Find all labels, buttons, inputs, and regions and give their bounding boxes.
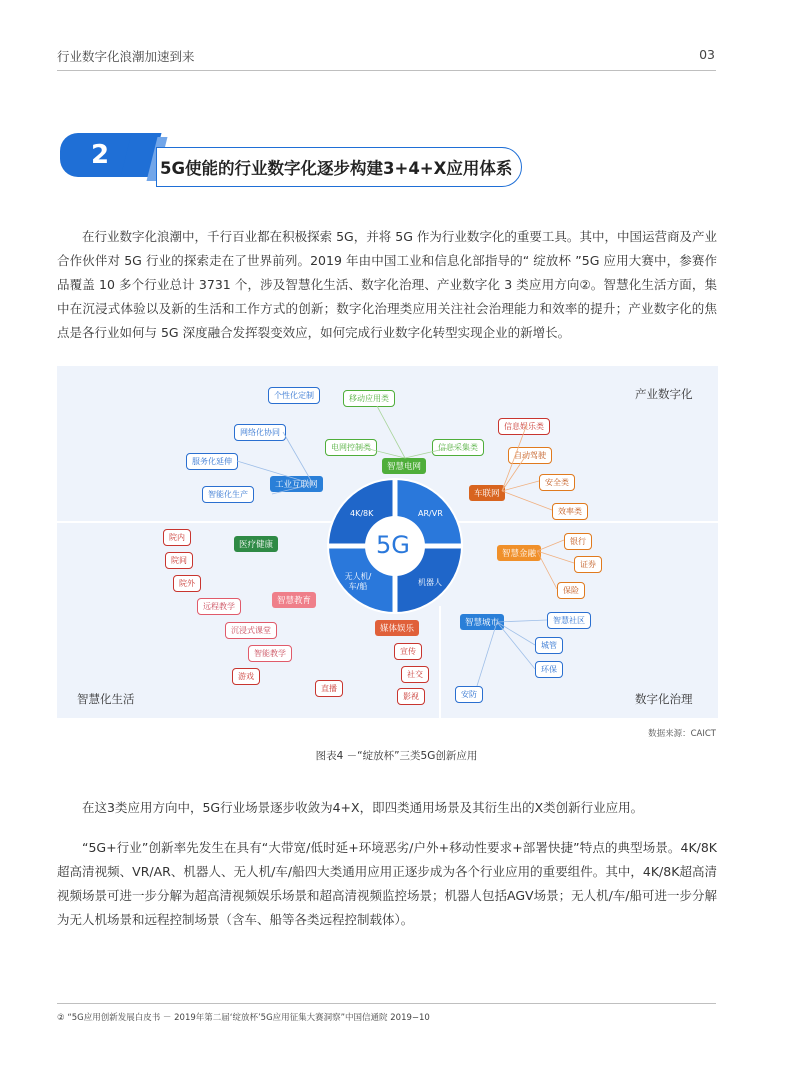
node-info-collect: 信息采集类 (432, 439, 484, 456)
category-iov: 车联网 (469, 485, 505, 501)
node-live: 直播 (315, 680, 343, 697)
node-safety: 安全类 (539, 474, 575, 491)
node-insurance: 保险 (557, 582, 585, 599)
node-personalize: 个性化定制 (268, 387, 320, 404)
node-mobile-app: 移动应用类 (343, 390, 395, 407)
running-title: 行业数字化浪潮加速到来 (57, 49, 195, 64)
category-healthcare: 医疗健康 (234, 536, 278, 552)
node-remote-teaching: 远程教学 (197, 598, 241, 615)
category-industrial-internet: 工业互联网 (270, 476, 323, 492)
category-media: 媒体娱乐 (375, 620, 419, 636)
node-immersive-class: 沉浸式课堂 (225, 622, 277, 639)
paragraph-2-text: 在这3类应用方向中，5G行业场景逐步收敛为4+X，即四类通用场景及其衍生出的X类创新行业应用。 (82, 800, 644, 815)
node-smart-production: 智能化生产 (202, 486, 254, 503)
section-banner (60, 133, 522, 189)
quadrant-life-label: 智慧化生活 (77, 692, 135, 706)
figure-caption: 图表4 －“绽放杯”三类5G创新应用 (315, 750, 478, 762)
node-grid-control: 电网控制类 (325, 439, 377, 456)
paragraph-1-text: 在行业数字化浪潮中，千行百业都在积极探索 5G，并将 5G 作为行业数字化的重要工具。其中，中国运营商及产业合作伙伴对 5G 行业的探索走在了世界前列。2019 年由中国工业和信息化部指导的“ 绽放杯 ”5G 应用大赛中，参赛作品覆盖 10 多个行业总计 3731 个，涉及智慧化生活、数字化治理、产业数字化 3 类应用方向②。智慧化生活方面，集中在沉浸式体验以及新的生活和工作方式的创新；数字化治理类应用关注社会治理能力和效率的提升；产业数字化的焦点是各行业如何与 5G 深度融合发挥裂变效应，如何完成行业数字化转型实现企业的新增长。 (57, 229, 717, 340)
figure-5g-applications (57, 366, 718, 718)
node-info-entertain: 信息娱乐类 (498, 418, 550, 435)
node-smart-teaching: 智能教学 (248, 645, 292, 662)
section-title: 5G使能的行业数字化逐步构建3+4+X应用体系 (160, 159, 513, 178)
section-number: 2 (60, 133, 140, 177)
paragraph-1 (57, 225, 717, 345)
category-finance: 智慧金融 (497, 545, 541, 561)
node-hospital-between: 院间 (165, 552, 193, 569)
node-environment: 环保 (535, 661, 563, 678)
node-security: 安防 (455, 686, 483, 703)
node-bank: 银行 (564, 533, 592, 550)
quadrant-governance-label: 数字化治理 (635, 692, 693, 706)
segment-drone: 无人机/车/船 (344, 572, 372, 591)
center-label: 5G (376, 531, 410, 559)
segment-4k8k: 4K/8K (350, 509, 374, 518)
node-social: 社交 (401, 666, 429, 683)
category-education: 智慧教育 (272, 592, 316, 608)
category-smart-city: 智慧城市 (460, 614, 504, 630)
node-securities: 证券 (574, 556, 602, 573)
segment-arvr: AR/VR (418, 509, 443, 518)
node-network-collab: 网络化协同 (234, 424, 286, 441)
node-hospital-out: 院外 (173, 575, 201, 592)
figure-source: 数据来源：CAICT (648, 729, 716, 739)
quadrant-industry-label: 产业数字化 (635, 387, 693, 401)
node-service-extend: 服务化延伸 (186, 453, 238, 470)
page-number: 03 (699, 47, 715, 62)
paragraph-3 (57, 836, 717, 932)
category-smart-grid: 智慧电网 (382, 458, 426, 474)
node-hospital-in: 院内 (163, 529, 191, 546)
paragraph-3-text: “5G+行业”创新率先发生在具有“大带宽/低时延+环境恶劣/户外+移动性要求+部署快捷”特点的典型场景。4K/8K超高清视频、VR/AR、机器人、无人机/车/船四大类通用应用正逐步成为各个行业应用的重要组件。其中，4K/8K超高清视频场景可进一步分解为超高清视频娱乐场景和超高清视频监控场景；机器人包括AGV场景；无人机/车/船可进一步分解为无人机场景和远程控制场景（含车、船等各类远程控制载体）。 (57, 840, 717, 927)
node-city-mgmt: 城管 (535, 637, 563, 654)
connector-lines (57, 366, 718, 718)
node-game: 游戏 (232, 668, 260, 685)
node-film: 影视 (397, 688, 425, 705)
node-propaganda: 宣传 (394, 643, 422, 660)
segment-robot: 机器人 (418, 578, 442, 587)
node-efficiency: 效率类 (552, 503, 588, 520)
node-smart-community: 智慧社区 (547, 612, 591, 629)
paragraph-2 (57, 796, 717, 820)
node-auto-drive: 自动驾驶 (508, 447, 552, 464)
header-rule (57, 70, 716, 71)
footnote-rule (57, 1003, 716, 1004)
footnote: ② “5G应用创新发展白皮书 － 2019年第二届‘绽放杯’5G应用征集大赛洞察”中国信通院 2019−10 (57, 1013, 430, 1023)
